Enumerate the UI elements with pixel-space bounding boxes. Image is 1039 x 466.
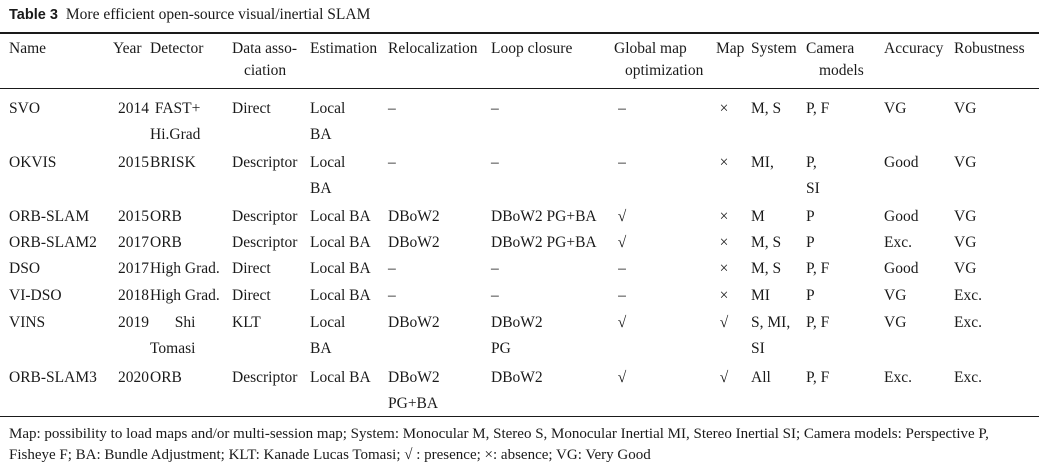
cell-relocalization-line: – (388, 100, 396, 117)
header-rule (0, 88, 1039, 89)
cell-system-line: MI (751, 287, 770, 304)
cell-global-map-optimization-line: – (618, 260, 626, 277)
header-data-association-line1: Data asso- (232, 40, 297, 57)
cell-map-line: × (719, 234, 729, 251)
header-camera-line1: Camera (806, 40, 855, 57)
cell-accuracy-line: VG (884, 100, 907, 117)
cell-data-association (232, 96, 271, 122)
cell-data-association-line: Direct (232, 100, 271, 117)
cell-map-line: × (719, 208, 729, 225)
cell-estimation (310, 96, 345, 148)
cell-name-line: VI-DSO (9, 287, 62, 304)
cell-detector-line: BRISK (150, 154, 196, 171)
cell-year (112, 283, 149, 309)
header-name: Name (9, 40, 47, 57)
cell-name (9, 150, 56, 176)
cell-global-map-optimization (612, 365, 632, 391)
cell-detector-line: ORB (150, 234, 182, 251)
cell-name (9, 204, 89, 230)
cell-year-line: 2018 (118, 287, 149, 304)
cell-relocalization-line: – (388, 287, 396, 304)
cell-estimation (310, 204, 371, 230)
cell-system (751, 365, 771, 391)
cell-map-line: × (719, 100, 729, 117)
cell-data-association (232, 283, 271, 309)
cell-global-map-optimization-line: √ (617, 234, 627, 251)
cell-system (751, 204, 765, 230)
cell-accuracy-line: Exc. (884, 369, 912, 386)
cell-system (751, 230, 781, 256)
cell-accuracy-line: Good (884, 260, 919, 277)
cell-name (9, 310, 45, 336)
cell-detector-line: High Grad. (150, 287, 220, 304)
cell-detector (150, 310, 195, 362)
cell-loop-closure (491, 96, 499, 122)
cell-loop-closure (491, 230, 597, 256)
cell-accuracy-line: Good (884, 208, 919, 225)
cell-detector (150, 230, 182, 256)
cell-detector-line: FAST+ (154, 100, 201, 117)
cell-data-association (232, 204, 297, 230)
cell-detector-line: ORB (150, 369, 182, 386)
cell-loop-closure (491, 365, 543, 391)
cell-data-association-line: Descriptor (232, 208, 298, 225)
cell-data-association-line: Direct (232, 287, 271, 304)
cell-global-map-optimization (612, 230, 632, 256)
cell-year (112, 150, 149, 176)
cell-global-map-optimization (612, 204, 632, 230)
cell-system-line: M, S (751, 100, 782, 117)
cell-global-map-optimization-line: √ (617, 208, 627, 225)
cell-system-line: M (751, 208, 765, 225)
cell-robustness (954, 230, 976, 256)
cell-robustness-line: VG (954, 260, 977, 277)
header-accuracy: Accuracy (884, 40, 944, 57)
cell-camera-models (806, 204, 815, 230)
cell-relocalization-line: DBoW2 (388, 314, 440, 331)
cell-system (751, 150, 774, 176)
cell-robustness-line: Exc. (954, 287, 982, 304)
cell-name-line: ORB-SLAM3 (9, 369, 97, 386)
cell-data-association (232, 150, 297, 176)
cell-robustness (954, 310, 982, 336)
cell-global-map-optimization (612, 96, 632, 122)
cell-detector (150, 150, 196, 176)
cell-name-line: SVO (9, 100, 41, 117)
cell-loop-closure-line: – (491, 100, 499, 117)
cell-name-line: ORB-SLAM (9, 208, 90, 225)
cell-robustness (954, 256, 976, 282)
cell-accuracy (884, 365, 912, 391)
cell-relocalization (388, 150, 396, 176)
cell-data-association-line: Descriptor (232, 234, 298, 251)
cell-estimation-line: BA (310, 180, 332, 197)
top-rule (0, 32, 1039, 34)
header-camera-line2: models (819, 62, 864, 79)
cell-data-association (232, 256, 271, 282)
header-global-map-line2: optimization (625, 62, 704, 79)
header-estimation: Estimation (310, 40, 378, 57)
cell-global-map-optimization (612, 283, 632, 309)
header-loop-closure: Loop closure (491, 40, 573, 57)
cell-estimation-line: Local (310, 154, 346, 171)
cell-map (714, 230, 734, 256)
cell-accuracy (884, 204, 918, 230)
cell-global-map-optimization-line: – (618, 287, 626, 304)
cell-camera-models (806, 283, 815, 309)
cell-year-line: 2015 (118, 154, 149, 171)
cell-data-association-line: Direct (232, 260, 271, 277)
cell-year-line: 2017 (118, 260, 149, 277)
cell-estimation-line: Local BA (310, 287, 371, 304)
cell-relocalization-line: DBoW2 (388, 234, 440, 251)
cell-camera-models-line: P (806, 287, 815, 304)
cell-map-line: √ (719, 369, 729, 386)
cell-estimation-line: Local BA (310, 234, 371, 251)
cell-accuracy (884, 256, 918, 282)
cell-camera-models (806, 256, 829, 282)
cell-system-line: M, S (751, 260, 782, 277)
cell-camera-models (806, 96, 829, 122)
cell-loop-closure (491, 283, 499, 309)
cell-accuracy (884, 230, 912, 256)
cell-global-map-optimization (612, 310, 632, 336)
cell-camera-models-line: P, F (806, 314, 830, 331)
cell-year-line: 2014 (118, 100, 149, 117)
cell-map (714, 256, 734, 282)
cell-camera-models (806, 310, 829, 336)
header-detector: Detector (150, 40, 204, 57)
header-system: System (751, 40, 797, 57)
cell-year-line: 2020 (118, 369, 149, 386)
cell-loop-closure-line: – (491, 260, 499, 277)
cell-estimation (310, 310, 345, 362)
header-global-map-line1: Global map (614, 40, 687, 57)
header-map: Map (716, 40, 745, 57)
cell-loop-closure (491, 204, 597, 230)
cell-name (9, 230, 97, 256)
cell-detector (150, 283, 220, 309)
cell-loop-closure-line: DBoW2 (491, 369, 543, 386)
cell-detector-line: Tomasi (150, 340, 196, 357)
cell-estimation-line: Local BA (310, 208, 371, 225)
cell-estimation-line: Local BA (310, 369, 371, 386)
cell-global-map-optimization-line: – (618, 100, 626, 117)
cell-relocalization (388, 365, 440, 417)
cell-system (751, 283, 770, 309)
cell-system-line: All (751, 369, 771, 386)
header-data-association-line2: ciation (244, 62, 287, 79)
cell-robustness-line: Exc. (954, 369, 982, 386)
cell-year-line: 2015 (118, 208, 149, 225)
cell-name (9, 256, 40, 282)
cell-system-line: S, MI, (751, 314, 791, 331)
cell-name (9, 283, 62, 309)
cell-data-association (232, 310, 261, 336)
cell-relocalization-line: PG+BA (388, 395, 439, 412)
cell-detector-line: High Grad. (150, 260, 220, 277)
cell-name-line: VINS (9, 314, 46, 331)
cell-system-line: M, S (751, 234, 782, 251)
cell-global-map-optimization-line: √ (617, 314, 627, 331)
cell-camera-models-line: P, F (806, 369, 830, 386)
cell-map-line: √ (719, 314, 729, 331)
cell-loop-closure-line: – (491, 154, 499, 171)
cell-robustness-line: VG (954, 100, 977, 117)
cell-detector-line: Shi (174, 314, 196, 331)
header-year: Year (113, 40, 142, 57)
cell-relocalization (388, 204, 440, 230)
cell-relocalization (388, 310, 440, 336)
cell-relocalization-line: – (388, 260, 396, 277)
cell-year (112, 96, 149, 122)
cell-loop-closure-line: – (491, 287, 499, 304)
cell-estimation-line: Local (310, 314, 346, 331)
cell-estimation-line: Local BA (310, 260, 371, 277)
cell-camera-models-line: SI (806, 180, 820, 197)
cell-relocalization (388, 256, 396, 282)
cell-relocalization (388, 96, 396, 122)
cell-year (112, 256, 149, 282)
cell-camera-models (806, 230, 815, 256)
cell-system-line: SI (751, 340, 765, 357)
cell-year (112, 204, 149, 230)
cell-accuracy-line: VG (884, 314, 907, 331)
cell-global-map-optimization (612, 150, 632, 176)
cell-data-association-line: KLT (232, 314, 261, 331)
cell-detector (150, 365, 182, 391)
table-title: More efficient open-source visual/inertial SLAM (65, 6, 371, 23)
cell-data-association-line: Descriptor (232, 154, 298, 171)
cell-data-association-line: Descriptor (232, 369, 298, 386)
cell-accuracy-line: Good (884, 154, 919, 171)
cell-map (714, 365, 734, 391)
cell-robustness (954, 150, 976, 176)
cell-detector-line: ORB (150, 208, 182, 225)
cell-camera-models-line: P (806, 208, 815, 225)
cell-loop-closure-line: DBoW2 PG+BA (491, 234, 597, 251)
cell-accuracy (884, 96, 906, 122)
cell-camera-models-line: P, F (806, 100, 830, 117)
bottom-rule (0, 416, 1039, 417)
cell-detector (150, 96, 200, 148)
cell-accuracy-line: Exc. (884, 234, 912, 251)
cell-robustness (954, 96, 976, 122)
cell-camera-models-line: P, (806, 154, 817, 171)
cell-map (714, 283, 734, 309)
table-footnote: Map: possibility to load maps and/or multi-session map; System: Monocular M, Stereo S, Monocular Inertial MI, Stereo Inertial SI; Camera models: Perspective P, Fisheye F; BA: Bundle Adjustment; KLT: Kanade Lucas Tomasi; √ : presence; ×: absence; VG: Very Good (9, 426, 989, 463)
cell-loop-closure (491, 310, 543, 362)
cell-relocalization-line: – (388, 154, 396, 171)
cell-detector-line: Hi.Grad (150, 126, 201, 143)
cell-accuracy (884, 283, 906, 309)
cell-robustness-line: VG (954, 208, 977, 225)
cell-loop-closure (491, 256, 499, 282)
cell-loop-closure (491, 150, 499, 176)
cell-year-line: 2019 (118, 314, 149, 331)
cell-system-line: MI, (751, 154, 774, 171)
cell-year (112, 365, 149, 391)
cell-accuracy (884, 150, 918, 176)
cell-loop-closure-line: DBoW2 PG+BA (491, 208, 597, 225)
cell-system (751, 96, 781, 122)
cell-global-map-optimization-line: √ (617, 369, 627, 386)
cell-robustness-line: VG (954, 234, 977, 251)
cell-name (9, 96, 40, 122)
cell-year-line: 2017 (118, 234, 149, 251)
cell-detector (150, 204, 182, 230)
cell-relocalization-line: DBoW2 (388, 369, 440, 386)
cell-data-association (232, 365, 297, 391)
cell-global-map-optimization (612, 256, 632, 282)
cell-detector (150, 256, 220, 282)
cell-estimation-line: Local (310, 100, 346, 117)
cell-accuracy (884, 310, 906, 336)
cell-loop-closure-line: DBoW2 (491, 314, 543, 331)
cell-system (751, 310, 790, 362)
cell-loop-closure-line: PG (491, 340, 511, 357)
cell-estimation (310, 365, 371, 391)
cell-data-association (232, 230, 297, 256)
cell-camera-models-line: P, F (806, 260, 830, 277)
cell-accuracy-line: VG (884, 287, 907, 304)
cell-robustness (954, 204, 976, 230)
cell-robustness (954, 365, 982, 391)
cell-name-line: DSO (9, 260, 41, 277)
table-caption (9, 6, 370, 24)
cell-system (751, 256, 781, 282)
table-label: Table 3 (9, 7, 58, 23)
cell-year (112, 310, 149, 336)
cell-relocalization-line: DBoW2 (388, 208, 440, 225)
cell-estimation (310, 230, 371, 256)
cell-estimation-line: BA (310, 126, 332, 143)
cell-robustness (954, 283, 982, 309)
cell-estimation (310, 256, 371, 282)
cell-name (9, 365, 97, 391)
cell-relocalization (388, 230, 440, 256)
cell-map-line: × (719, 287, 729, 304)
cell-map-line: × (719, 260, 729, 277)
cell-robustness-line: VG (954, 154, 977, 171)
cell-name-line: OKVIS (9, 154, 57, 171)
cell-estimation (310, 283, 371, 309)
cell-name-line: ORB-SLAM2 (9, 234, 97, 251)
cell-estimation (310, 150, 345, 202)
cell-camera-models-line: P (806, 234, 815, 251)
cell-map (714, 310, 734, 336)
cell-map (714, 204, 734, 230)
cell-relocalization (388, 283, 396, 309)
cell-global-map-optimization-line: – (618, 154, 626, 171)
cell-camera-models (806, 150, 820, 202)
cell-robustness-line: Exc. (954, 314, 982, 331)
cell-map (714, 150, 734, 176)
cell-year (112, 230, 149, 256)
cell-estimation-line: BA (310, 340, 332, 357)
cell-map (714, 96, 734, 122)
header-relocalization: Relocalization (388, 40, 478, 57)
header-robustness: Robustness (954, 40, 1025, 57)
cell-map-line: × (719, 154, 729, 171)
cell-camera-models (806, 365, 829, 391)
